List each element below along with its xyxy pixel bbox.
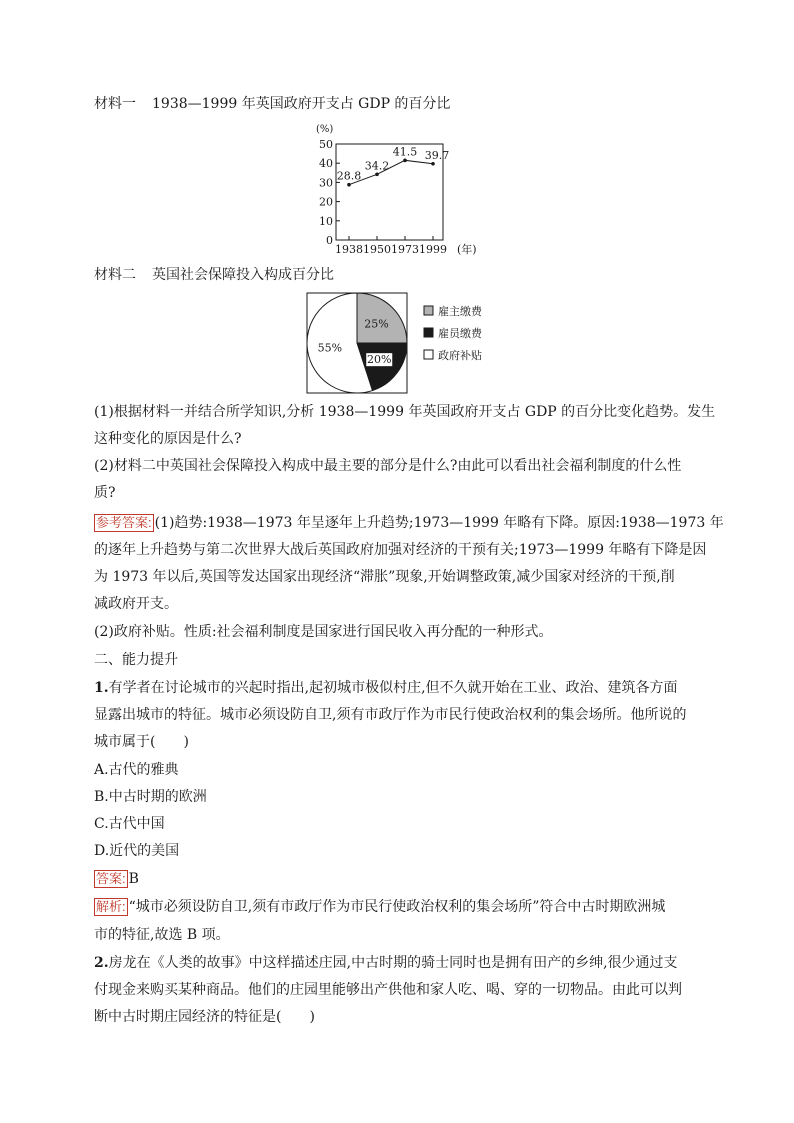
legend-swatch bbox=[424, 350, 433, 359]
ref-answer-line3: 为 1973 年以后,英国等发达国家出现经济“滞胀”现象,开始调整政策,减少国家对经济的干预,削 bbox=[94, 569, 675, 585]
data-point bbox=[347, 183, 351, 187]
y-tick-label: 20 bbox=[319, 195, 333, 209]
data-point bbox=[403, 159, 407, 163]
legend-swatch bbox=[424, 328, 433, 337]
answer-tag: 答案: bbox=[96, 871, 126, 886]
analysis-text1: “城市必须设防自卫,须有市政厅作为市民行使政治权利的集会场所”符合中古时期欧洲城 bbox=[128, 899, 666, 915]
y-tick-label: 50 bbox=[319, 138, 333, 151]
material2-text: 英国社会保障投入构成百分比 bbox=[152, 267, 334, 283]
mq2-line1: (2)材料二中英国社会保障投入构成中最主要的部分是什么?由此可以看出社会福利制度的什么性 bbox=[94, 458, 682, 474]
analysis-tag: 解析: bbox=[96, 899, 126, 914]
legend-label: 雇主缴费 bbox=[438, 305, 482, 318]
question2-line3: 断中古时期庄园经济的特征是( ) bbox=[94, 1009, 315, 1025]
mq1-line2: 这种变化的原因是什么? bbox=[94, 431, 242, 447]
ref-answer-text1: (1)趋势:1938—1973 年呈逐年上升趋势;1973—1999 年略有下降。原因:1938—1973 年 bbox=[154, 515, 724, 531]
question1-line2: 显露出城市的特征。城市必须设防自卫,须有市政厅作为市民行使政治权利的集会场所。他所说的 bbox=[94, 707, 687, 723]
material1-title bbox=[94, 94, 704, 114]
pie-label: 55% bbox=[317, 341, 343, 355]
question2-line1 bbox=[94, 953, 704, 973]
x-tick-label: 1938 bbox=[335, 243, 363, 256]
question1-line3: 城市属于( ) bbox=[94, 734, 189, 750]
ref-answer-line1 bbox=[94, 513, 724, 533]
ref-answer-line5: (2)政府补贴。性质:社会福利制度是国家进行国民收入再分配的一种形式。 bbox=[94, 624, 553, 640]
y-tick-label: 10 bbox=[319, 214, 333, 228]
material2-label: 材料二 bbox=[94, 267, 136, 283]
material1-label: 材料一 bbox=[94, 96, 136, 112]
data-point bbox=[431, 162, 435, 166]
y-tick-label: 40 bbox=[319, 157, 333, 171]
pie-label: 20% bbox=[367, 353, 392, 367]
question2-line2: 付现金来购买某种商品。他们的庄园里能够出产供他和家人吃、喝、穿的一切物品。由此可以判 bbox=[94, 982, 682, 998]
pie-label: 25% bbox=[364, 317, 389, 331]
mq2-line2: 质? bbox=[94, 485, 116, 501]
x-tick-label: 1999 bbox=[419, 243, 447, 256]
mq1-line1: (1)根据材料一并结合所学知识,分析 1938—1999 年英国政府开支占 GDP 的百分比变化趋势。发生 bbox=[94, 404, 716, 420]
question1-analysis-line1 bbox=[94, 897, 704, 917]
question1-answer bbox=[94, 869, 704, 889]
legend-label: 雇员缴费 bbox=[438, 327, 482, 340]
question1-analysis-line2: 市的特征,故选 B 项。 bbox=[94, 927, 230, 943]
x-tick-label: 1950 bbox=[363, 243, 391, 256]
question1-option-c: C.古代中国 bbox=[94, 816, 165, 832]
social-security-pie-chart bbox=[300, 292, 500, 396]
legend-swatch bbox=[424, 306, 433, 315]
x-axis-label: (年) bbox=[457, 243, 477, 256]
data-label: 28.8 bbox=[336, 169, 362, 183]
x-tick-label: 1973 bbox=[391, 243, 419, 256]
y-tick-label: 0 bbox=[326, 234, 333, 247]
question1-line1 bbox=[94, 678, 704, 698]
question2-text1: 房龙在《人类的故事》中这样描述庄园,中古时期的骑士同时也是拥有田产的乡绅,很少通过支 bbox=[108, 955, 678, 971]
question1-text1: 有学者在讨论城市的兴起时指出,起初城市极似村庄,但不久就开始在工业、政治、建筑各方面 bbox=[108, 680, 678, 696]
data-point bbox=[375, 173, 379, 177]
material1-text: 1938—1999 年英国政府开支占 GDP 的百分比 bbox=[152, 96, 451, 112]
section-heading: 二、能力提升 bbox=[94, 652, 178, 668]
y-axis-label: (%) bbox=[316, 124, 334, 135]
series-line bbox=[349, 160, 433, 184]
ref-answer-tag: 参考答案: bbox=[96, 515, 152, 530]
legend-label: 政府补贴 bbox=[438, 349, 482, 362]
data-label: 39.7 bbox=[424, 148, 450, 162]
material2-title bbox=[94, 265, 704, 285]
question1-number: 1. bbox=[94, 680, 109, 696]
question1-option-d: D.近代的美国 bbox=[94, 843, 180, 859]
question1-option-a: A.古代的雅典 bbox=[94, 762, 179, 778]
data-label: 34.2 bbox=[364, 159, 390, 173]
question1-option-b: B.中古时期的欧洲 bbox=[94, 789, 207, 805]
gdp-line-chart bbox=[300, 118, 490, 260]
ref-answer-line4: 减政府开支。 bbox=[94, 596, 178, 612]
answer-value: B bbox=[128, 871, 139, 887]
y-tick-label: 30 bbox=[319, 176, 333, 190]
ref-answer-line2: 的逐年上升趋势与第二次世界大战后英国政府加强对经济的干预有关;1973—1999 年略有下降是因 bbox=[94, 542, 707, 558]
data-label: 41.5 bbox=[392, 145, 418, 159]
question2-number: 2. bbox=[94, 955, 109, 971]
